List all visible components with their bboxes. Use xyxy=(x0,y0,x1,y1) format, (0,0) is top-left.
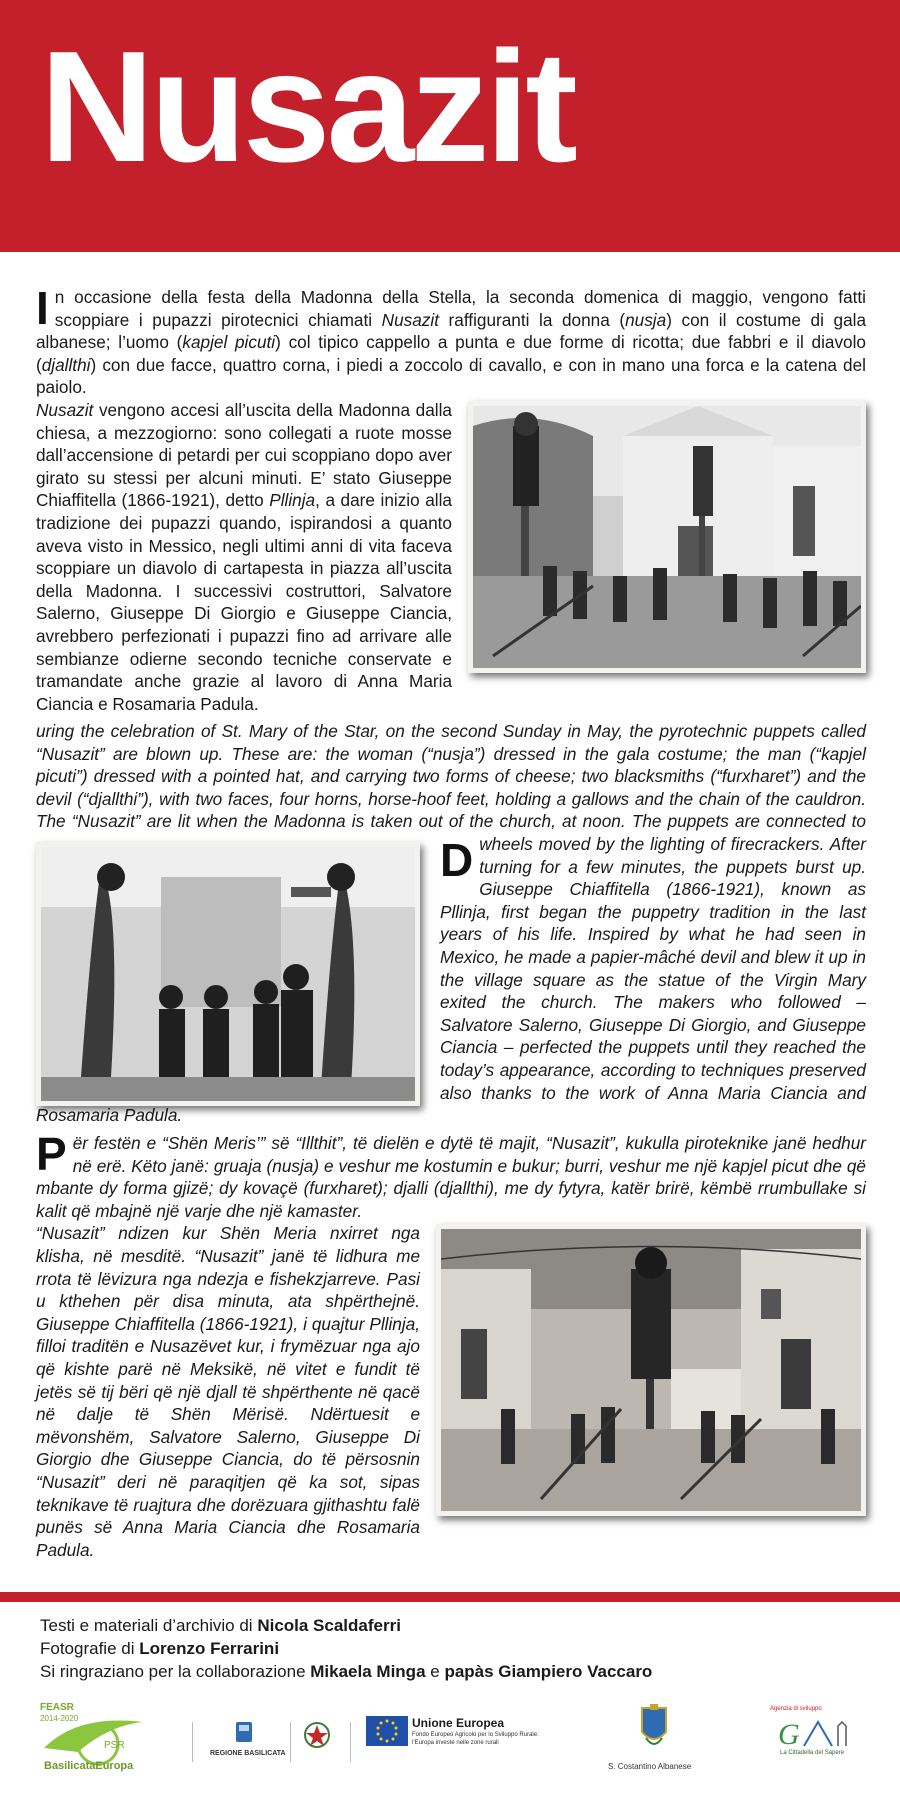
title-banner xyxy=(0,0,900,252)
logo-separator xyxy=(290,1722,291,1762)
page-title: Nusazit xyxy=(40,19,574,195)
ue-line2: l’Europa investe nelle zone rurali xyxy=(412,1740,499,1746)
feasr-logo xyxy=(38,1702,156,1780)
feasr-years: 2014-2020 xyxy=(40,1714,79,1723)
italian-paragraph-1: In occasione della festa della Madonna della Stella, la seconda domenica di maggio, vengono fatti scoppiare i pupazzi pirotecnici chiamati Nusazit raffiguranti la donna (nusja) con il costume di gala albanese; l’uomo (kapjel picuti) col tipico cappello a punta e due forme di ricotta; due fabbri e il diavolo (djallthi) con due facce, quattro corna, i piedi a zoccolo di cavallo, e con in mano una forca e la catena del paiolo. xyxy=(36,282,866,398)
feasr-title: FEASR xyxy=(40,1702,74,1713)
photo-square-devil xyxy=(436,1224,866,1516)
comune-label: S. Costantino Albanese xyxy=(608,1762,692,1771)
albanian-paragraph-2: “Nusazit” ndizen kur Shën Meria nxirret nga klisha, në mesditë. “Nusazit” janë të lidhura me rrota të lëvizura nga ndezja e fishekzjarreve. Pasi u kthehen për disa minuta, ata shpërthejnë. Giuseppe Chiaffitella (1866-1921), i quajtur Pllinja, filloi traditën e Nusazëvet kur, i frymëzuar nga ajo që kishte parë në Meksikë, në vitet e fundit të jetës së tij bëri që një djall të shpërthente në qacë në dalje të Shën Mërisë. Ndërtuesit e mëvonshëm, Salvatore Salerno, Giuseppe Di Giorgio dhe Giuseppe Ciancia, do të përsosnin “Nusazit” deri në paraqitjen që ka sot, sipas teknikave të ruajtura dhe dorëzuara gjithashtu falë punës së Anna Maria Ciancia dhe Rosamaria Padula. xyxy=(36,1223,420,1560)
ue-title: Unione Europea xyxy=(412,1716,505,1730)
photo-puppet-makers xyxy=(36,842,420,1106)
gal-agenzia: Agenzia di sviluppo xyxy=(770,1706,822,1712)
albanian-drop-cap: P xyxy=(36,1128,67,1180)
italian-section xyxy=(36,282,866,715)
feasr-psr: PSR xyxy=(104,1740,125,1751)
logo-separator xyxy=(192,1722,193,1762)
regione-label: REGIONE BASILICATA xyxy=(210,1750,286,1757)
albanian-paragraph-1: Për festën e “Shën Meris’” së “Illthit”, të dielën e dytë të majit, “Nusazit”, kukulla piroteknike janë hedhur në erë. Këto janë: gruaja (nusja) e veshur me kostumin e bukur; burri, veshur me një kapjel picut dhe që mbante dy forma gjizë; dy kovaçë (furxharet); djalli (djallthi), me dy fytyra, katër brirë, këmbë rrumbullake si kalit që mbajnë një varje dhe një kamaster. xyxy=(36,1128,866,1221)
logo-separator xyxy=(350,1722,351,1762)
english-drop-cap: D xyxy=(440,834,474,886)
ue-line1: Fondo Europeo Agricolo per lo Sviluppo Rurale: xyxy=(412,1732,539,1738)
english-paragraph: D uring the celebration of St. Mary of the Star, on the second Sunday in May, the pyrotechnic puppets called “Nusazit” are blown up. These are: the woman (“nusja”) dressed in the gala costume; the man (“kapjel picuti”) dressed with a pointed hat, and carrying two forms of cheese; two blacksmiths (“furxharet”) and the devil (“djallthi”), with two faces, four horns, horse-hoof feet, holding a gallows and the chain of the cauldron. The “Nusazit” are lit when the Madonna is taken out of the church, at noon. The puppets are connected to wheels moved by the lighting of firecrackers. After turning for a few minutes, the puppets burst up. Giuseppe Chiaffitella (1866-1921), known as Pllinja, first began the puppetry tradition in the last years of his life. Inspired by what he had seen in Mexico, he made a papier-mâché devil and blew it up in the village square as the statue of the Virgin Mary exited the church. The makers who followed – Salvatore Salerno, Giuseppe Di Giorgio, and Giuseppe Ciancia – perfected the puppets until they reached the today’s appearance, according to techniques preserved also thanks to the work of Anna Maria Ciancia and Rosamaria Padula. xyxy=(36,721,866,1126)
credit-thanks: Si ringraziano per la collaborazione Mikaela Minga e papàs Giampiero Vaccaro xyxy=(40,1662,653,1681)
credit-photos: Fotografie di Lorenzo Ferrarini xyxy=(40,1639,280,1658)
footer-divider xyxy=(0,1592,900,1602)
partner-logos xyxy=(0,1696,900,1796)
gal-name: La Cittadella del Sapere xyxy=(780,1750,845,1756)
comune-logo xyxy=(606,1702,702,1776)
italian-paragraph-2: Nusazit vengono accesi all’uscita della Madonna dalla chiesa, a mezzogiorno: sono collegati a ruote mosse dall’accensione di petardi per cui scoppiano dopo aver girato su stessi per alcuni minuti. E’ stato Giuseppe Chiaffitella (1866-1921), detto Pllinja, a dare inizio alla tradizione dei pupazzi quando, ispirandosi a quanto aveva visto in Messico, negli ultimi anni di vita faceva scoppiare un diavolo di cartapesta in piazza all’uscita della Madonna. I successivi costruttori, Salvatore Salerno, Giuseppe Di Giorgio e Giuseppe Ciancia, avrebbero perfezionati i pupazzi fino ad arrivare alle sembianze odierne secondo tecniche conservate e tramandate anche grazie al lavoro di Anna Maria Ciancia e Rosamaria Padula. xyxy=(36,399,452,714)
svg-text:G: G xyxy=(778,1718,800,1751)
repubblica-emblem xyxy=(302,1720,332,1754)
gal-logo xyxy=(760,1702,870,1762)
regione-basilicata-logo xyxy=(206,1716,286,1776)
italian-drop-cap: I xyxy=(36,282,49,334)
photo-church-puppets xyxy=(468,401,866,673)
credit-texts: Testi e materiali d’archivio di Nicola Scaldaferri xyxy=(40,1616,401,1635)
albanian-section xyxy=(36,1128,866,1561)
credits xyxy=(40,1614,652,1683)
basilicata-europa: BasilicataEuropa xyxy=(44,1760,134,1772)
unione-europea-logo xyxy=(366,1716,546,1756)
